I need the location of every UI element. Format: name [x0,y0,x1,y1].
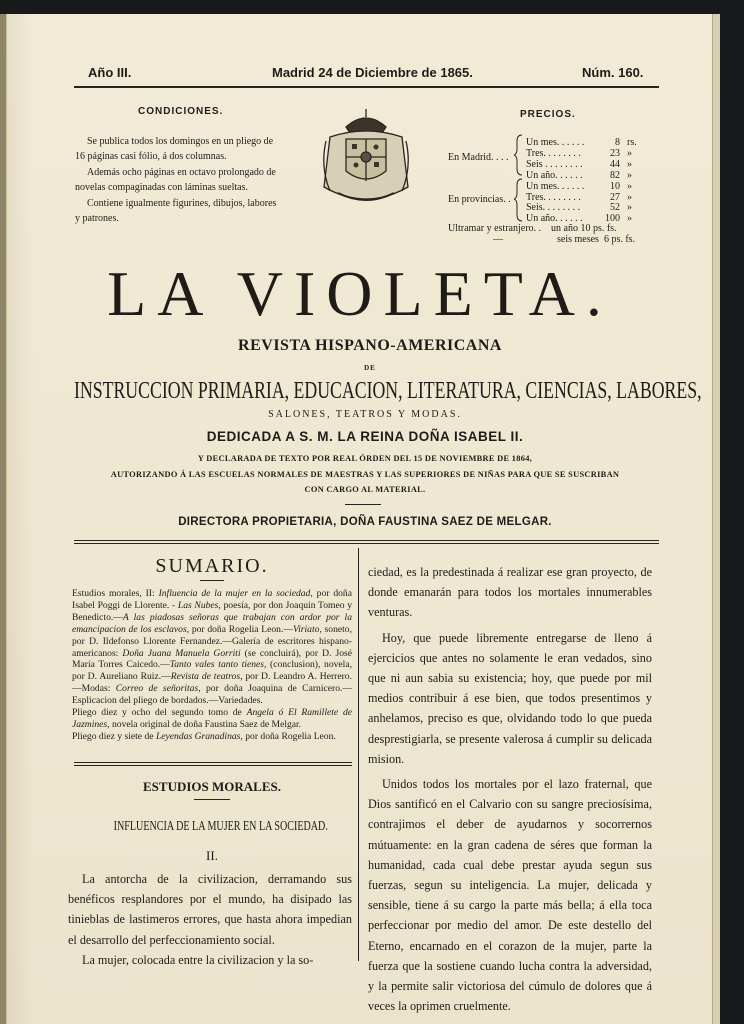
article-heading-wrap [72,817,352,835]
section-title: ESTUDIOS MORALES. [143,779,281,794]
masthead-title: LA VIOLETA. [107,258,613,329]
conditions-line: 16 páginas casi fólio, á dos columnas. [75,151,227,163]
issue-year: Año III. [88,65,132,80]
decree-line2: AUTORIZANDO Á LAS ESCUELAS NORMALES DE MAESTRAS Y LAS SUPERIORES DE NIÑAS PARA QUE SE SUSCRIBAN [110,470,620,479]
masthead-subtitle: REVISTA HISPANO-AMERICANA [238,337,502,354]
summary-title: SUMARIO. [155,555,269,577]
price-unit: » [627,158,632,170]
conditions-line: Se publica todos los domingos en un pliego de [87,136,274,147]
summary-paragraph: Pliego diez y ocho del segundo tomo de Angela ó El Ramillete de Jazmines, novela original de doña Faustina Saez de Melgar. [72,707,352,730]
price-amount: 27 [610,191,620,203]
conditions-line: Contiene igualmente figurines, dibujos, labores [87,197,277,209]
conditions-title: CONDICIONES. [138,106,224,117]
prices-title: PRECIOS. [520,109,576,120]
price-amount: 8 [615,137,620,148]
decree-rule [345,504,381,505]
price-amount: 44 [610,158,620,170]
price-amount: 52 [610,202,620,214]
price-amount: 23 [610,147,620,159]
summary-paragraph: Pliego diez y siete de Leyendas Granadinas, por doña Rogelia Leon. [72,730,336,742]
price-period: Un mes. . . . . . [526,137,585,148]
price-period: Un año. . . . . . [526,169,583,181]
article-paragraph: Hoy, que puede libremente entregarse de lleno á ejercicios que antes no solamente le eran vedados, sino que ni aun sabia su existencia; hoy, que puede por mil medios contribuir á ese bien, que todos presentimos y anhelamos, preciso es que, olvidando todo lo que pueda desprestigiarla, se presente valerosa á cumplir su delicada mision. [368,630,652,766]
article-paragraph: La mujer, colocada entre la civilizacion y la so- [82,952,314,967]
brace-icon [514,133,524,223]
conditions-line: Además ocho páginas en octavo prolongado de [87,166,276,178]
summary-rule-bottom [74,762,352,763]
price-period: Tres. . . . . . . . [526,147,581,159]
summary-paragraph: Estudios morales, II: Influencia de la mujer en la sociedad, por doña Isabel Poggi de Llorente. - Las Nubes, poesía, por don Joaquin Tomeo y Benedicto.—A las piadosas señoras que trabajan con ardor por la emancipacion de los esclavos, por doña Rogelia Leon.—Viriato, soneto, por D. Ildefonso Llorente Fernandez.—Galería de escritores hispano-americanos: Doña Juana Manuela Gorriti (se concluirá), por D. José María Torres Caicedo.—Tanto vales tanto tienes, (conclusion), novela, por D. Aureliano Ruiz.—Revista de teatros, por D. Leandro A. Herrero.—Modas: Correo de señoritas, por doña Joaquina de Carnicero.—Esplicacion del pliego de bordados.—Variedades. [72,588,352,707]
price-unit: » [627,202,632,214]
body-rule-top2 [74,543,659,544]
conditions-line: novelas compaginadas con láminas sueltas. [75,182,249,194]
price-period: Un año. . . . . . [526,213,583,225]
price-unit: » [627,213,632,225]
header-rule [74,86,659,88]
issue-date: Madrid 24 de Diciembre de 1865. [272,65,473,80]
article-numeral: II. [206,848,218,863]
madrid-label: En Madrid. . . . [448,152,509,163]
price-period: Seis. . . . . . . . [526,202,581,214]
abroad-price-line1: Ultramar y estranjero. . un año 10 ps. fs. [448,223,617,234]
body-rule-top [74,540,659,541]
article-paragraph: Unidos todos los mortales por el lazo fraternal, que Dios santificó en el Calvario con su sangre preciosísima, contrajimos el deber de ayudarnos y socorrernos mútuamente: en la gran cadena de séres que forman la humanidad, cada cual debe prestar ayuda segun sus fuerzas, segun su inteligencia. La mujer, delicada y sensible, tiene á su cargo la parte más bella; á ella toca perfeccionar por medio del amor. De este destello del Eterno, encarnado en el corazon de la mujer, parte la fuerza que la sostiene cuando lucha contra la adversidad, y la permite salir victoriosa del cúmulo de dolores que á veces la oprimen cruelmente. [368,777,652,1014]
conditions-line: y patrones. [75,213,119,225]
price-unit: rs. [627,137,637,148]
summary-text [72,588,352,743]
price-amount: 10 [610,180,620,192]
section-rule [194,799,230,800]
summary-rule [200,580,224,581]
price-period: Seis . . . . . . . . [526,158,583,170]
coat-of-arms-icon [316,107,416,215]
price-unit: » [627,147,632,159]
column-rule [358,548,359,961]
decree-line3: CON CARGO AL MATERIAL. [304,485,426,494]
article-left-column [68,869,352,970]
article-right-column [368,562,652,1016]
page-edge [712,14,720,1024]
price-period: Tres. . . . . . . . [526,191,581,203]
price-amount: 100 [605,213,620,225]
masthead-de: DE [364,364,376,372]
price-amount: 82 [610,169,620,181]
issue-number: Núm. 160. [582,65,644,80]
price-unit: » [627,180,632,192]
masthead-subjects2: SALONES, TEATROS Y MODAS. [268,409,462,420]
masthead-subjects: INSTRUCCION PRIMARIA, EDUCACION, LITERATURA, CIENCIAS, LABORES, [74,378,702,404]
article-paragraph: La antorcha de la civilizacion, derramando sus benéficos resplandores por el mundo, ha disipado las tinieblas de lastimeros errores, que hasta ahora impedian el desarrollo del perfeccionamiento social. [68,872,352,947]
article-paragraph: ciedad, es la predestinada á realizar ese gran proyecto, de donde emanarán para todos los mortales innumerables venturas. [368,565,652,620]
summary-rule-bottom2 [74,765,352,766]
director-line: DIRECTORA PROPIETARIA, DOÑA FAUSTINA SAEZ DE MELGAR. [178,516,552,528]
price-unit: » [627,191,632,203]
decree-line1: Y DECLARADA DE TEXTO POR REAL ÓRDEN DEL 15 DE NOVIEMBRE DE 1864, [197,454,533,463]
provinces-label: En provincias. . [448,194,511,205]
price-unit: » [627,169,632,181]
abroad-dash: — [493,234,503,245]
masthead-dedication: DEDICADA A S. M. LA REINA DOÑA ISABEL II. [206,429,524,444]
abroad-price-line2: seis meses 6 ps. fs. [557,234,636,245]
article-heading: INFLUENCIA DE LA MUJER EN LA SOCIEDAD. [113,819,328,834]
conditions-text [75,134,291,226]
price-period: Un mes. . . . . . [526,180,585,192]
